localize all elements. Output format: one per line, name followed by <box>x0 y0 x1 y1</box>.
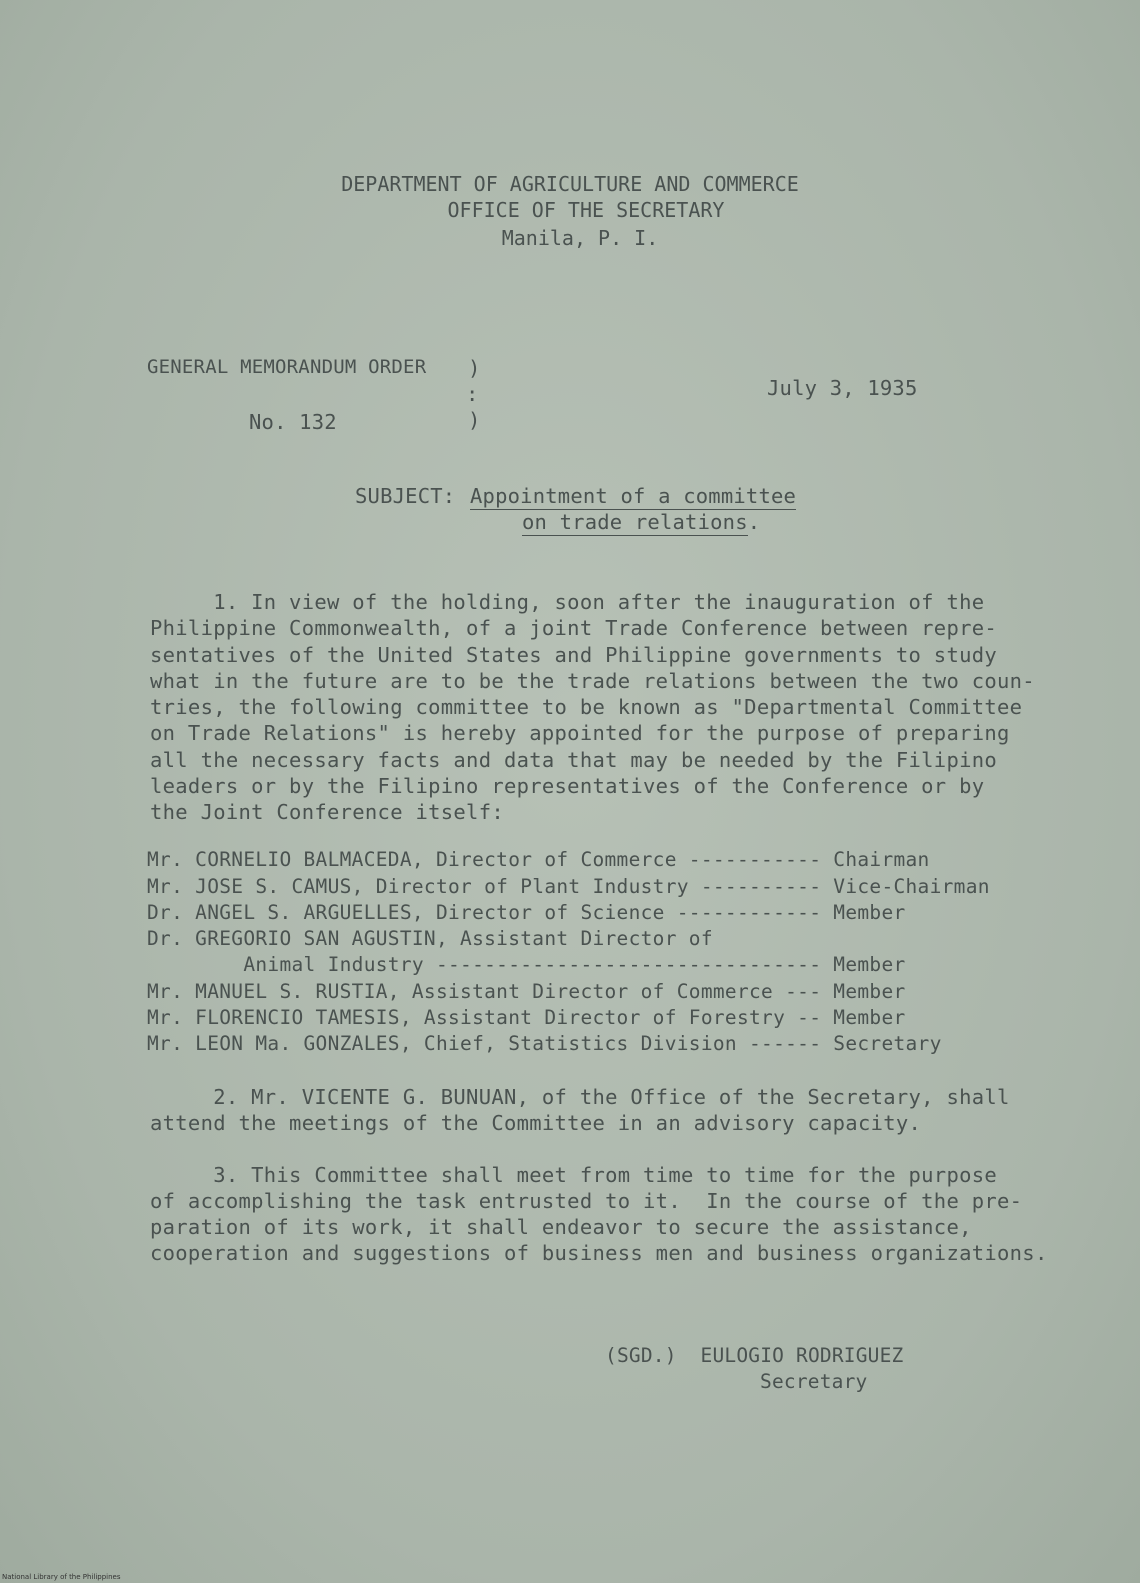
paragraph-1-line: Philippine Commonwealth, of a joint Trade Conference between repre- <box>150 616 998 640</box>
paragraph-1-line: the Joint Conference itself: <box>150 800 504 824</box>
library-footer: National Library of the Philippines <box>2 1573 121 1581</box>
paragraph-2-line: attend the meetings of the Committee in an advisory capacity. <box>150 1111 922 1135</box>
committee-member: Mr. FLORENCIO TAMESIS, Assistant Director of Forestry -- Member <box>147 1006 906 1029</box>
committee-member: Mr. CORNELIO BALMACEDA, Director of Commerce ----------- Chairman <box>147 848 930 871</box>
committee-member: Mr. MANUEL S. RUSTIA, Assistant Director of Commerce --- Member <box>147 980 906 1003</box>
paragraph-1-line: 1. In view of the holding, soon after the inauguration of the <box>150 590 985 614</box>
subject-line-1: Appointment of a committee <box>470 484 797 508</box>
order-bracket-colon: : <box>466 382 479 406</box>
committee-member: Dr. ANGEL S. ARGUELLES, Director of Science ------------ Member <box>147 901 906 924</box>
paragraph-1-line: what in the future are to be the trade relations between the two coun- <box>150 669 1035 693</box>
committee-member: Animal Industry -------------------------------- Member <box>147 953 906 976</box>
order-bracket-top: ) <box>468 356 481 380</box>
paragraph-1-line: on Trade Relations" is hereby appointed for the purpose of preparing <box>150 721 1010 745</box>
paragraph-3-line: cooperation and suggestions of business men and business organizations. <box>150 1241 1048 1265</box>
paragraph-1-line: sentatives of the United States and Philippine governments to study <box>150 643 998 667</box>
order-date: July 3, 1935 <box>767 376 918 400</box>
letterhead-department: DEPARTMENT OF AGRICULTURE AND COMMERCE <box>341 172 799 196</box>
signature-title: Secretary <box>760 1370 868 1393</box>
order-title: GENERAL MEMORANDUM ORDER <box>147 356 427 378</box>
paragraph-1-line: tries, the following committee to be known as "Departmental Committee <box>150 695 1023 719</box>
order-number: No. 132 <box>249 410 337 434</box>
paragraph-3-line: of accomplishing the task entrusted to it. In the course of the pre- <box>150 1189 1023 1213</box>
signature-name: (SGD.) EULOGIO RODRIGUEZ <box>605 1344 904 1367</box>
subject-line-2: on trade relations. <box>522 510 761 534</box>
letterhead-office: OFFICE OF THE SECRETARY <box>447 198 725 222</box>
paragraph-1-line: leaders or by the Filipino representatives of the Conference or by <box>150 774 985 798</box>
committee-member: Mr. LEON Ma. GONZALES, Chief, Statistics Division ------ Secretary <box>147 1032 942 1055</box>
paragraph-3-line: paration of its work, it shall endeavor to secure the assistance, <box>150 1215 972 1239</box>
paragraph-2-line: 2. Mr. VICENTE G. BUNUAN, of the Office of the Secretary, shall <box>150 1085 1010 1109</box>
paragraph-1-line: all the necessary facts and data that may be needed by the Filipino <box>150 748 998 772</box>
paragraph-3-line: 3. This Committee shall meet from time to time for the purpose <box>150 1163 998 1187</box>
committee-member: Dr. GREGORIO SAN AGUSTIN, Assistant Director of <box>147 927 713 950</box>
subject-label: SUBJECT: <box>355 484 456 508</box>
committee-member: Mr. JOSE S. CAMUS, Director of Plant Industry ---------- Vice-Chairman <box>147 875 990 898</box>
letterhead-location: Manila, P. I. <box>501 226 659 250</box>
order-bracket-bottom: ) <box>468 408 481 432</box>
